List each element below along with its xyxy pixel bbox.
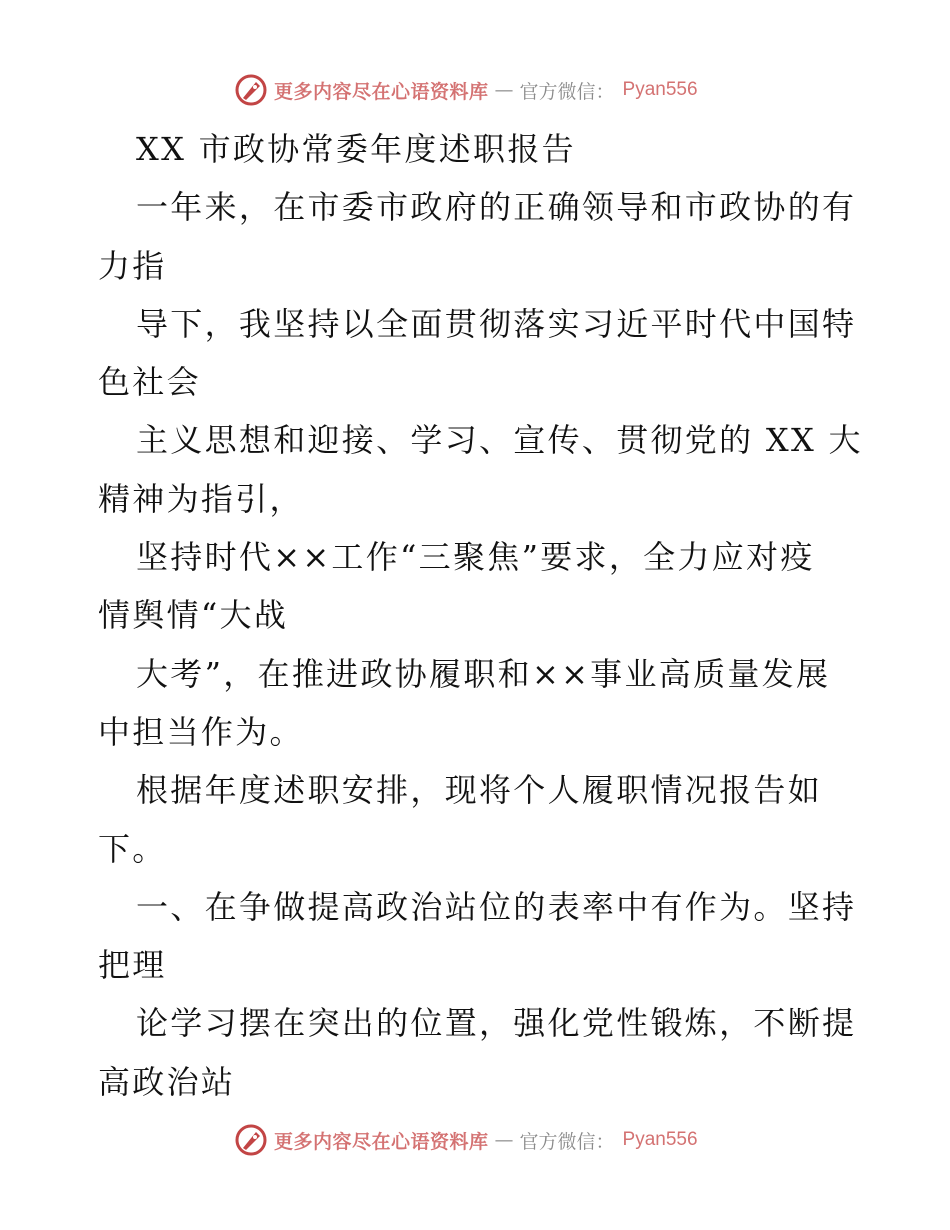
text-line: 色社会: [98, 363, 201, 402]
text-line: 高政治站: [98, 1062, 236, 1101]
watermark-wechat-id: Pyan556: [622, 1129, 698, 1150]
watermark-dash: —: [494, 1129, 514, 1151]
text-line: 把理: [98, 946, 167, 985]
document-body: [98, 120, 863, 1111]
text-line: 力指: [98, 246, 167, 285]
pen-nib-logo-icon: [234, 73, 268, 107]
watermark-wechat-label: 官方微信：: [519, 1130, 615, 1153]
text-line: 一年来，在市委市政府的正确领导和市政协的有: [136, 188, 857, 227]
section-heading-line: 一、在争做提高政治站位的表率中有作为。坚持: [136, 887, 857, 926]
text-line: 根据年度述职安排，现将个人履职情况报告如: [136, 771, 823, 810]
document-title: XX 市政协常委年度述职报告: [136, 130, 576, 168]
footer-watermark: [234, 1122, 698, 1158]
watermark-wechat-label: 官方微信：: [519, 80, 615, 103]
text-line: 坚持时代××工作“三聚焦”要求，全力应对疫: [136, 538, 815, 577]
text-line: 情舆情“大战: [98, 596, 289, 635]
watermark-brand: 更多内容尽在心语资料库: [274, 80, 489, 103]
text-line: 中担当作为。: [98, 712, 304, 751]
watermark-brand: 更多内容尽在心语资料库: [274, 1130, 489, 1153]
header-watermark: [234, 72, 698, 108]
text-line: 导下，我坚持以全面贯彻落实习近平时代中国特: [136, 304, 857, 343]
text-line: 大考”，在推进政协履职和××事业高质量发展: [136, 654, 831, 693]
watermark-dash: —: [494, 79, 514, 101]
watermark-wechat-id: Pyan556: [622, 79, 698, 100]
pen-nib-logo-icon: [234, 1123, 268, 1157]
text-line: 精神为指引，: [98, 479, 304, 518]
text-line: 下。: [98, 829, 167, 868]
text-line: 论学习摆在突出的位置，强化党性锻炼，不断提: [136, 1004, 857, 1043]
text-line: 主义思想和迎接、学习、宣传、贯彻党的 XX 大: [136, 421, 863, 460]
